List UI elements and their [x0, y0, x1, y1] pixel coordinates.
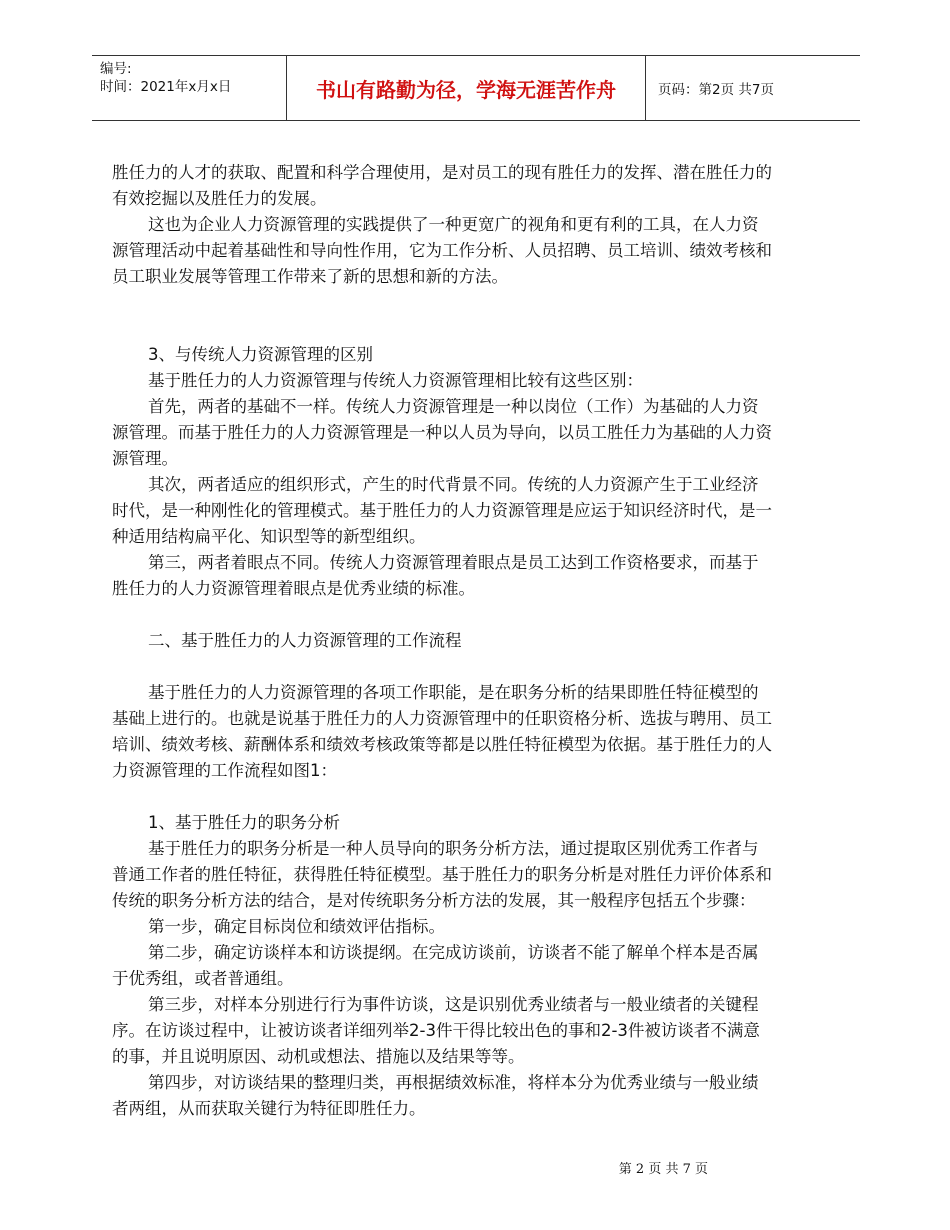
page-header [92, 55, 860, 121]
paragraph: 第一步，确定目标岗位和绩效评估指标。 [148, 917, 445, 936]
paragraph: 第三，两者着眼点不同。传统人力资源管理着眼点是员工达到工作资格要求，而基于胜任力的人力资源管理着眼点是优秀业绩的标准。 [112, 553, 759, 598]
page-footer: 第 2 页 共 7 页 [618, 1162, 708, 1177]
paragraph: 基于胜任力的人力资源管理的各项工作职能，是在职务分析的结果即胜任特征模型的基础上进行的。也就是说基于胜任力的人力资源管理中的任职资格分析、选拔与聘用、员工培训、绩效考核、薪酬体系和绩效考核政策等都是以胜任特征模型为依据。基于胜任力的人力资源管理的工作流程如图1： [112, 683, 772, 780]
section-heading: 二、基于胜任力的人力资源管理的工作流程 [148, 631, 462, 650]
paragraph: 基于胜任力的职务分析是一种人员导向的职务分析方法，通过提取区别优秀工作者与普通工作者的胜任特征，获得胜任特征模型。基于胜任力的职务分析是对胜任力评价体系和传统的职务分析方法的结合，是对传统职务分析方法的发展，其一般程序包括五个步骤： [112, 839, 772, 910]
spacer [112, 602, 772, 628]
paragraph: 这也为企业人力资源管理的实践提供了一种更宽广的视角和更有利的工具，在人力资源管理活动中起着基础性和导向性作用，它为工作分析、人员招聘、员工培训、绩效考核和员工职业发展等管理工作带来了新的思想和新的方法。 [112, 215, 772, 286]
paragraph: 其次，两者适应的组织形式，产生的时代背景不同。传统的人力资源产生于工业经济时代，是一种刚性化的管理模式。基于胜任力的人力资源管理是应运于知识经济时代，是一种适用结构扁平化、知识型等的新型组织。 [112, 475, 772, 546]
header-motto: 书山有路勤为径，学海无涯苦作舟 [286, 56, 646, 120]
spacer [112, 290, 772, 342]
section-heading: 1、基于胜任力的职务分析 [148, 813, 340, 832]
paragraph: 首先，两者的基础不一样。传统人力资源管理是一种以岗位（工作）为基础的人力资源管理。而基于胜任力的人力资源管理是一种以人员为导向，以员工胜任力为基础的人力资源管理。 [112, 397, 772, 468]
section-heading: 3、与传统人力资源管理的区别 [148, 345, 373, 364]
document-body [112, 160, 772, 1122]
paragraph: 胜任力的人才的获取、配置和科学合理使用，是对员工的现有胜任力的发挥、潜在胜任力的有效挖掘以及胜任力的发展。 [112, 163, 772, 208]
spacer [112, 784, 772, 810]
paragraph: 第三步，对样本分别进行行为事件访谈，这是识别优秀业绩者与一般业绩者的关键程序。在访谈过程中，让被访谈者详细列举2-3件干得比较出色的事和2-3件被访谈者不满意的事，并且说明原因、动机或想法、措施以及结果等等。 [112, 995, 760, 1066]
doc-number-label: 编号: [100, 61, 132, 77]
spacer [112, 654, 772, 680]
paragraph: 第四步，对访谈结果的整理归类，再根据绩效标准，将样本分为优秀业绩与一般业绩者两组，从而获取关键行为特征即胜任力。 [112, 1073, 759, 1118]
time-label: 时间：2021年x月x日 [100, 79, 232, 95]
paragraph: 第二步，确定访谈样本和访谈提纲。在完成访谈前，访谈者不能了解单个样本是否属于优秀组，或者普通组。 [112, 943, 759, 988]
header-page-label: 页码：第2页 共7页 [658, 82, 774, 98]
header-meta [100, 60, 231, 96]
paragraph: 基于胜任力的人力资源管理与传统人力资源管理相比较有这些区别： [148, 371, 643, 390]
